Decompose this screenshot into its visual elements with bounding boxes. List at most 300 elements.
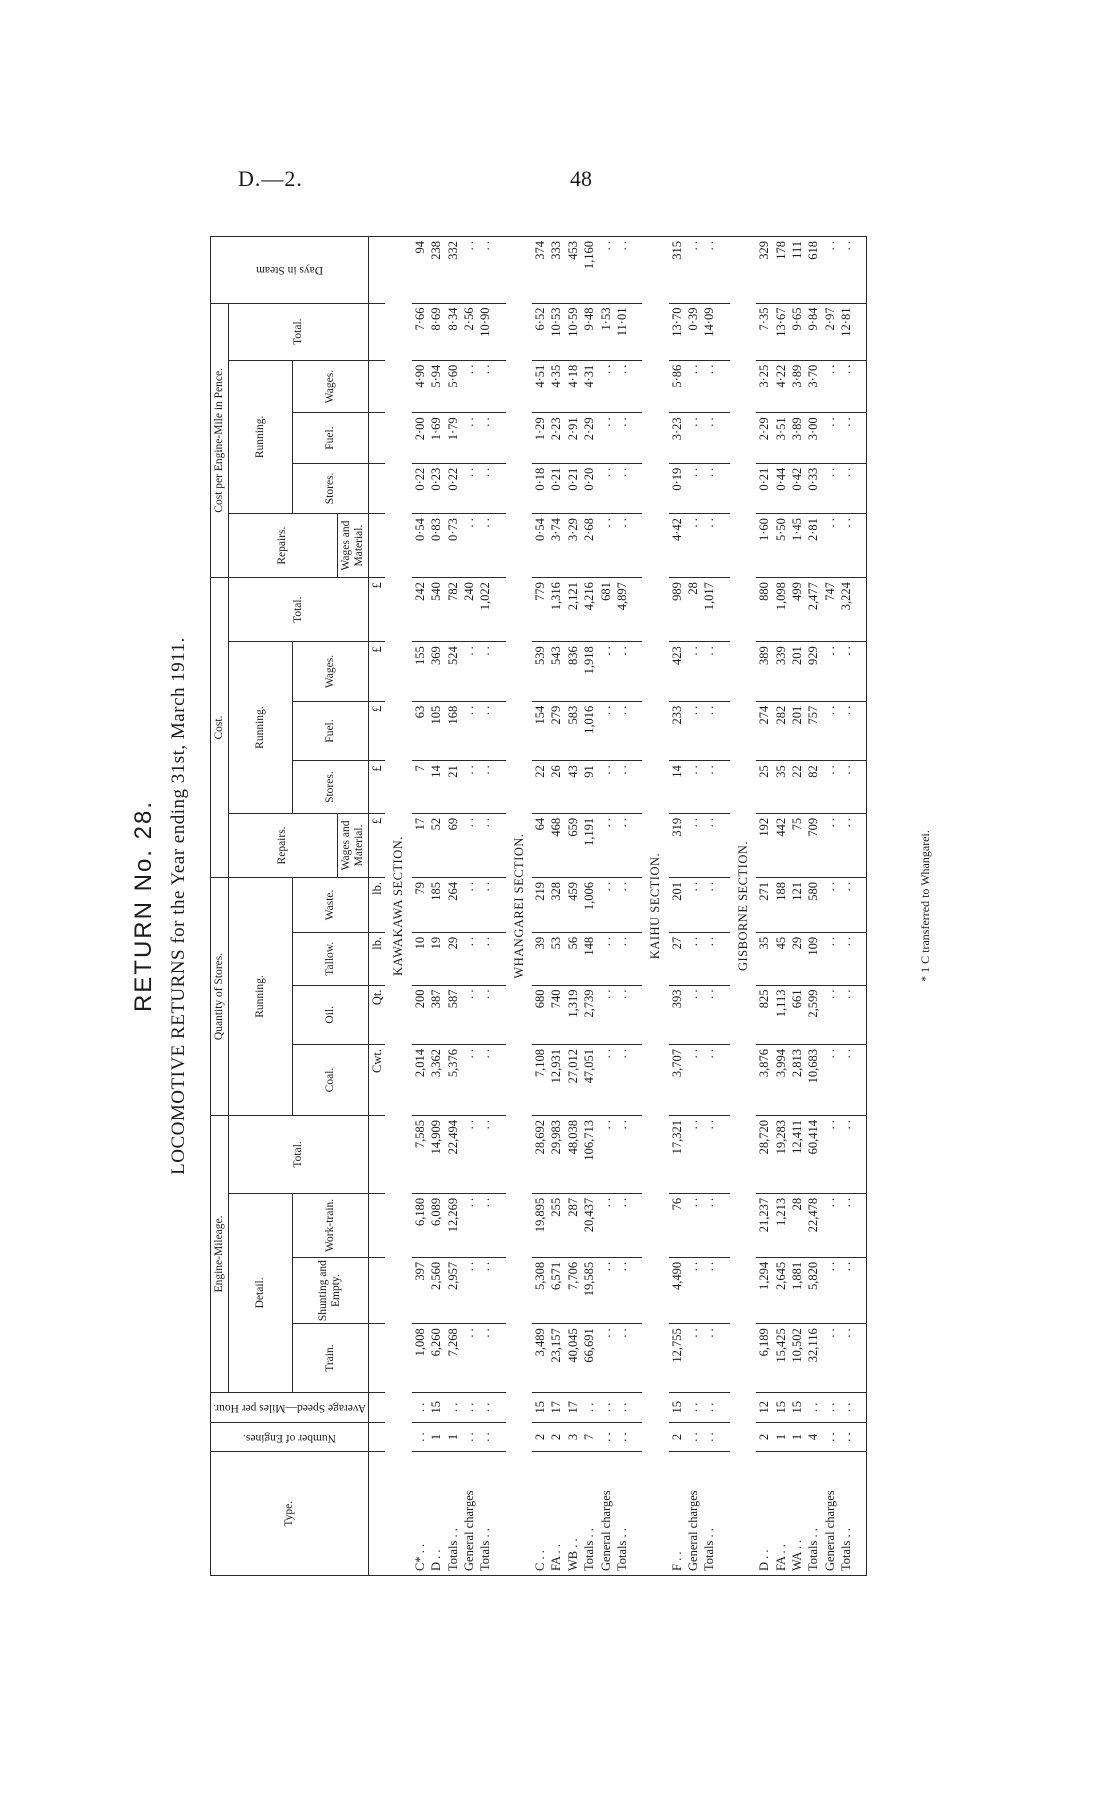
table-cell: . . <box>685 1422 701 1452</box>
table-cell: . . <box>477 813 493 877</box>
table-cell: 2,813 <box>789 1045 805 1116</box>
table-cell: . . <box>822 813 838 877</box>
spacer-cell <box>854 1422 867 1452</box>
spacer-cell <box>630 761 642 814</box>
unit-cell <box>369 1392 386 1422</box>
spacer-cell <box>630 514 642 578</box>
spacer-cell <box>630 1452 642 1576</box>
table-cell: . . <box>461 1324 477 1393</box>
spacer-cell <box>630 578 642 642</box>
spacer-cell <box>718 1045 730 1116</box>
table-cell: 2 <box>532 1422 548 1452</box>
table-cell: 64 <box>532 813 548 877</box>
spacer-cell <box>854 932 867 985</box>
table-cell: . . <box>838 1422 854 1452</box>
table-cell: 121 <box>789 877 805 932</box>
table-row <box>445 237 461 1576</box>
table-cell: 661 <box>789 985 805 1045</box>
table-cell: 19 <box>428 932 444 985</box>
table-cell: . . <box>701 1422 717 1452</box>
spacer-cell <box>494 761 506 814</box>
table-cell: 4·31 <box>581 360 597 413</box>
table-cell: 2,477 <box>805 578 821 642</box>
table-cell: 29 <box>789 932 805 985</box>
table-cell: 12·81 <box>838 303 854 360</box>
table-cell: 17 <box>412 813 428 877</box>
table-cell: 111 <box>789 237 805 304</box>
spacer-cell <box>854 877 867 932</box>
table-row <box>598 237 614 1576</box>
table-cell: . . <box>598 813 614 877</box>
table-cell: 26 <box>548 761 564 814</box>
col-cost-wages: Wages. <box>292 642 369 702</box>
table-cell: 681 <box>598 578 614 642</box>
footnote: * 1 C transferred to Whangarei. <box>918 830 932 982</box>
table-cell: 825 <box>756 985 772 1045</box>
table-cell: 583 <box>565 701 581 761</box>
table-cell: 1,098 <box>773 578 789 642</box>
table-cell: 14,909 <box>428 1115 444 1193</box>
table-cell: 219 <box>532 877 548 932</box>
table-cell: 4·18 <box>565 360 581 413</box>
table-cell: 48,038 <box>565 1115 581 1193</box>
table-cell: . . <box>477 1392 493 1422</box>
table-cell: . . <box>614 761 630 814</box>
table-cell: 2,599 <box>805 985 821 1045</box>
table-cell: 63 <box>412 701 428 761</box>
col-oil: Oil. <box>292 985 369 1045</box>
table-cell: . . <box>461 761 477 814</box>
table-cell: 188 <box>773 877 789 932</box>
table-cell: 2 <box>548 1422 564 1452</box>
spacer-cell <box>854 761 867 814</box>
table-cell: 0·21 <box>756 463 772 513</box>
spacer-cell <box>854 1324 867 1393</box>
row-label: WA . . <box>789 1452 805 1576</box>
table-cell: . . <box>838 761 854 814</box>
table-cell: 2,014 <box>412 1045 428 1116</box>
table-cell: 15 <box>669 1392 685 1422</box>
table-cell: 2·91 <box>565 413 581 463</box>
table-cell: 5,308 <box>532 1257 548 1323</box>
table-cell: . . <box>461 642 477 702</box>
table-cell: 1,319 <box>565 985 581 1045</box>
table-cell: 264 <box>445 877 461 932</box>
table-cell: . . <box>805 1392 821 1422</box>
table-cell: 1·69 <box>428 413 444 463</box>
table-cell: 3·00 <box>805 413 821 463</box>
table-row <box>548 237 564 1576</box>
table-cell: 1,022 <box>477 578 493 642</box>
row-label: Totals . . <box>614 1452 630 1576</box>
table-cell: 1·53 <box>598 303 614 360</box>
unit-cell: £ <box>369 761 386 814</box>
spacer-cell <box>630 932 642 985</box>
spacer-cell <box>854 1452 867 1576</box>
table-cell: 0·21 <box>565 463 581 513</box>
table-cell: . . <box>477 463 493 513</box>
table-cell: 2·23 <box>548 413 564 463</box>
table-cell: . . <box>685 237 701 304</box>
table-cell: 453 <box>565 237 581 304</box>
table-row <box>614 237 630 1576</box>
spacer-cell <box>718 1115 730 1193</box>
table-cell: . . <box>822 1115 838 1193</box>
spacer-cell <box>854 1257 867 1323</box>
spacer-cell <box>854 463 867 513</box>
engine-mileage-group: Engine-Mileage. <box>211 1115 229 1392</box>
unit-cell <box>369 360 386 413</box>
table-cell: . . <box>598 985 614 1045</box>
table-cell: 880 <box>756 578 772 642</box>
table-cell: . . <box>477 1257 493 1323</box>
unit-cell <box>369 1193 386 1257</box>
spacer-cell <box>630 463 642 513</box>
table-cell: 1,213 <box>773 1193 789 1257</box>
table-cell: 279 <box>548 701 564 761</box>
table-cell: 4·90 <box>412 360 428 413</box>
table-cell: . . <box>685 1392 701 1422</box>
table-cell: 333 <box>548 237 564 304</box>
table-row <box>581 237 597 1576</box>
spacer-cell <box>854 514 867 578</box>
table-cell: 3,362 <box>428 1045 444 1116</box>
spacer-row <box>854 237 867 1576</box>
table-cell: 740 <box>548 985 564 1045</box>
table-cell: 7,268 <box>445 1324 461 1393</box>
table-cell: 45 <box>773 932 789 985</box>
row-label: FA . . <box>773 1452 789 1576</box>
table-cell: . . <box>412 1422 428 1452</box>
table-cell: . . <box>838 813 854 877</box>
table-cell: . . <box>614 413 630 463</box>
spacer-cell <box>494 1452 506 1576</box>
table-cell: 5·94 <box>428 360 444 413</box>
table-cell: 2,739 <box>581 985 597 1045</box>
pence-running-group: Running. <box>229 360 292 513</box>
table-cell: . . <box>701 1257 717 1323</box>
table-cell: 1 <box>445 1422 461 1452</box>
spacer-cell <box>630 303 642 360</box>
rotated-return-sheet <box>128 236 1048 1576</box>
table-cell: . . <box>685 985 701 1045</box>
table-cell: 468 <box>548 813 564 877</box>
table-cell: . . <box>822 463 838 513</box>
spacer-cell <box>494 1115 506 1193</box>
table-cell: . . <box>614 360 630 413</box>
table-cell: 12 <box>756 1392 772 1422</box>
table-cell: 2·56 <box>461 303 477 360</box>
table-cell: 10,683 <box>805 1045 821 1116</box>
table-cell: 17,321 <box>669 1115 685 1193</box>
table-cell: 423 <box>669 642 685 702</box>
table-cell: . . <box>461 360 477 413</box>
table-cell: 185 <box>428 877 444 932</box>
table-cell: . . <box>701 360 717 413</box>
table-cell: 201 <box>789 642 805 702</box>
stores-running-group: Running. <box>229 877 292 1115</box>
table-cell: . . <box>838 701 854 761</box>
table-cell: . . <box>598 1257 614 1323</box>
table-cell: 0·73 <box>445 514 461 578</box>
table-cell: . . <box>701 813 717 877</box>
table-cell: 3 <box>565 1422 581 1452</box>
table-cell: . . <box>614 932 630 985</box>
row-label: Totals . . <box>581 1452 597 1576</box>
table-cell: 1,918 <box>581 642 597 702</box>
table-cell: 13·70 <box>669 303 685 360</box>
table-cell: 618 <box>805 237 821 304</box>
spacer-cell <box>718 1324 730 1393</box>
table-cell: . . <box>614 1045 630 1116</box>
table-cell: 94 <box>412 237 428 304</box>
table-row <box>838 237 854 1576</box>
row-label: Totals . . <box>805 1452 821 1576</box>
table-cell: 680 <box>532 985 548 1045</box>
table-cell: . . <box>598 1392 614 1422</box>
table-cell: . . <box>614 877 630 932</box>
table-cell: 19,895 <box>532 1193 548 1257</box>
table-cell: . . <box>461 985 477 1045</box>
spacer-cell <box>494 1324 506 1393</box>
table-cell: . . <box>701 413 717 463</box>
spacer-cell <box>718 642 730 702</box>
table-cell: 0·83 <box>428 514 444 578</box>
table-row <box>565 237 581 1576</box>
table-cell: 17 <box>565 1392 581 1422</box>
table-row <box>412 237 428 1576</box>
table-cell: 5,820 <box>805 1257 821 1323</box>
table-row <box>669 237 685 1576</box>
table-cell: . . <box>701 237 717 304</box>
table-cell: . . <box>838 1045 854 1116</box>
table-cell: 0·33 <box>805 463 821 513</box>
table-cell: . . <box>477 932 493 985</box>
col-train: Train. <box>292 1324 369 1393</box>
table-cell: 75 <box>789 813 805 877</box>
table-cell: 7 <box>581 1422 597 1452</box>
table-cell: 15 <box>532 1392 548 1422</box>
table-cell: . . <box>598 761 614 814</box>
table-cell: . . <box>461 237 477 304</box>
spacer-cell <box>718 761 730 814</box>
spacer-cell <box>630 1045 642 1116</box>
table-cell: 19,585 <box>581 1257 597 1323</box>
spacer-cell <box>854 578 867 642</box>
table-cell: 240 <box>461 578 477 642</box>
table-cell: 28 <box>789 1193 805 1257</box>
table-cell: . . <box>461 932 477 985</box>
table-cell: . . <box>685 1324 701 1393</box>
spacer-cell <box>494 578 506 642</box>
unit-cell: Cwt. <box>369 1045 386 1116</box>
table-cell: 10·90 <box>477 303 493 360</box>
table-cell: 3·23 <box>669 413 685 463</box>
table-cell: 332 <box>445 237 461 304</box>
table-cell: 201 <box>669 877 685 932</box>
spacer-cell <box>718 578 730 642</box>
col-pence-total: Total. <box>229 303 369 360</box>
row-label: General charges <box>822 1452 838 1576</box>
table-cell: 12,411 <box>789 1115 805 1193</box>
table-cell: 499 <box>789 578 805 642</box>
table-cell: . . <box>477 413 493 463</box>
table-cell: 747 <box>822 578 838 642</box>
table-cell: 339 <box>773 642 789 702</box>
spacer-cell <box>718 1257 730 1323</box>
table-cell: 7 <box>412 761 428 814</box>
table-cell: . . <box>461 1045 477 1116</box>
table-cell: 4,216 <box>581 578 597 642</box>
table-cell: 233 <box>669 701 685 761</box>
unit-cell <box>369 463 386 513</box>
table-cell: 389 <box>756 642 772 702</box>
section-heading-row <box>506 237 532 1576</box>
table-cell: 13·67 <box>773 303 789 360</box>
table-cell: . . <box>701 1392 717 1422</box>
table-cell: . . <box>685 1045 701 1116</box>
col-waste: Waste. <box>292 877 369 932</box>
table-cell: 836 <box>565 642 581 702</box>
table-cell: 1·45 <box>789 514 805 578</box>
row-label: Totals . . <box>701 1452 717 1576</box>
row-label: Totals . . <box>838 1452 854 1576</box>
col-coal: Coal. <box>292 1045 369 1116</box>
table-cell: 29 <box>445 932 461 985</box>
table-cell: . . <box>838 413 854 463</box>
table-cell: 12,931 <box>548 1045 564 1116</box>
table-cell: . . <box>614 1422 630 1452</box>
table-cell: . . <box>701 642 717 702</box>
table-cell: 6,180 <box>412 1193 428 1257</box>
spacer-cell <box>718 413 730 463</box>
table-cell: 9·84 <box>805 303 821 360</box>
table-cell: 0·23 <box>428 463 444 513</box>
table-cell: 2,121 <box>565 578 581 642</box>
table-cell: 7,585 <box>412 1115 428 1193</box>
table-cell: . . <box>838 514 854 578</box>
unit-cell: £ <box>369 642 386 702</box>
table-cell: 19,283 <box>773 1115 789 1193</box>
spacer-cell <box>494 813 506 877</box>
cost-repairs-group: Repairs. <box>229 813 337 877</box>
table-cell: . . <box>477 360 493 413</box>
spacer-cell <box>854 303 867 360</box>
table-cell: . . <box>614 701 630 761</box>
table-cell: 1·60 <box>756 514 772 578</box>
page-number: 48 <box>570 166 592 191</box>
table-cell: 43 <box>565 761 581 814</box>
table-cell: . . <box>701 514 717 578</box>
return-title: RETURN No. 28. <box>130 799 157 1013</box>
table-cell: . . <box>822 932 838 985</box>
table-cell: 6,571 <box>548 1257 564 1323</box>
table-cell: 3·74 <box>548 514 564 578</box>
table-cell: 25 <box>756 761 772 814</box>
table-cell: 2 <box>756 1422 772 1452</box>
number-engines-label: Number of Engines. <box>243 1431 337 1444</box>
table-cell: 319 <box>669 813 685 877</box>
table-cell: . . <box>461 463 477 513</box>
table-cell: 15 <box>789 1392 805 1422</box>
quantity-stores-group: Quantity of Stores. <box>211 877 229 1115</box>
spacer-row <box>494 237 506 1576</box>
table-cell: . . <box>701 463 717 513</box>
table-cell: . . <box>598 1045 614 1116</box>
spacer-cell <box>494 932 506 985</box>
table-cell: . . <box>701 1193 717 1257</box>
table-cell: 3,707 <box>669 1045 685 1116</box>
table-cell: 105 <box>428 701 444 761</box>
table-cell: 543 <box>548 642 564 702</box>
col-cost-stores: Stores. <box>292 761 369 814</box>
table-cell: 27 <box>669 932 685 985</box>
table-cell: 315 <box>669 237 685 304</box>
table-cell: . . <box>822 761 838 814</box>
cost-per-mile-group: Cost per Engine-Mile in Pence. <box>211 303 229 578</box>
table-cell: 274 <box>756 701 772 761</box>
table-cell: 3·89 <box>789 360 805 413</box>
table-cell: . . <box>598 413 614 463</box>
table-cell: 29,983 <box>548 1115 564 1193</box>
table-cell: . . <box>477 1324 493 1393</box>
table-cell: 1,113 <box>773 985 789 1045</box>
table-cell: 28 <box>685 578 701 642</box>
table-cell: 109 <box>805 932 821 985</box>
table-cell: . . <box>614 813 630 877</box>
table-cell: 282 <box>773 701 789 761</box>
table-cell: . . <box>598 642 614 702</box>
table-cell: . . <box>598 1193 614 1257</box>
spacer-cell <box>718 985 730 1045</box>
table-cell: 3·25 <box>756 360 772 413</box>
table-cell: 200 <box>412 985 428 1045</box>
table-cell: . . <box>477 985 493 1045</box>
unit-cell <box>369 514 386 578</box>
table-cell: . . <box>461 514 477 578</box>
spacer-cell <box>630 1115 642 1193</box>
table-body <box>369 237 867 1576</box>
col-mileage-total: Total. <box>229 1115 369 1193</box>
table-cell: 168 <box>445 701 461 761</box>
spacer-cell <box>718 701 730 761</box>
table-cell: . . <box>838 463 854 513</box>
table-cell: . . <box>614 1324 630 1393</box>
table-cell: 7·35 <box>756 303 772 360</box>
table-cell: . . <box>598 877 614 932</box>
col-pence-wages-material: Wages and Material. <box>337 514 368 578</box>
table-cell: 929 <box>805 642 821 702</box>
table-cell: 0·44 <box>773 463 789 513</box>
table-cell: . . <box>477 877 493 932</box>
table-cell: . . <box>614 237 630 304</box>
unit-cell: Qt. <box>369 985 386 1045</box>
spacer-cell <box>630 237 642 304</box>
col-pence-fuel: Fuel. <box>292 413 369 463</box>
table-cell: 28,692 <box>532 1115 548 1193</box>
table-cell: 47,051 <box>581 1045 597 1116</box>
table-cell: . . <box>822 413 838 463</box>
spacer-cell <box>630 877 642 932</box>
spacer-cell <box>718 463 730 513</box>
table-cell: 82 <box>805 761 821 814</box>
cost-group: Cost. <box>211 578 229 878</box>
table-cell: 779 <box>532 578 548 642</box>
table-cell: . . <box>685 877 701 932</box>
table-cell: 3·29 <box>565 514 581 578</box>
row-label: D . . <box>756 1452 772 1576</box>
spacer-cell <box>630 413 642 463</box>
